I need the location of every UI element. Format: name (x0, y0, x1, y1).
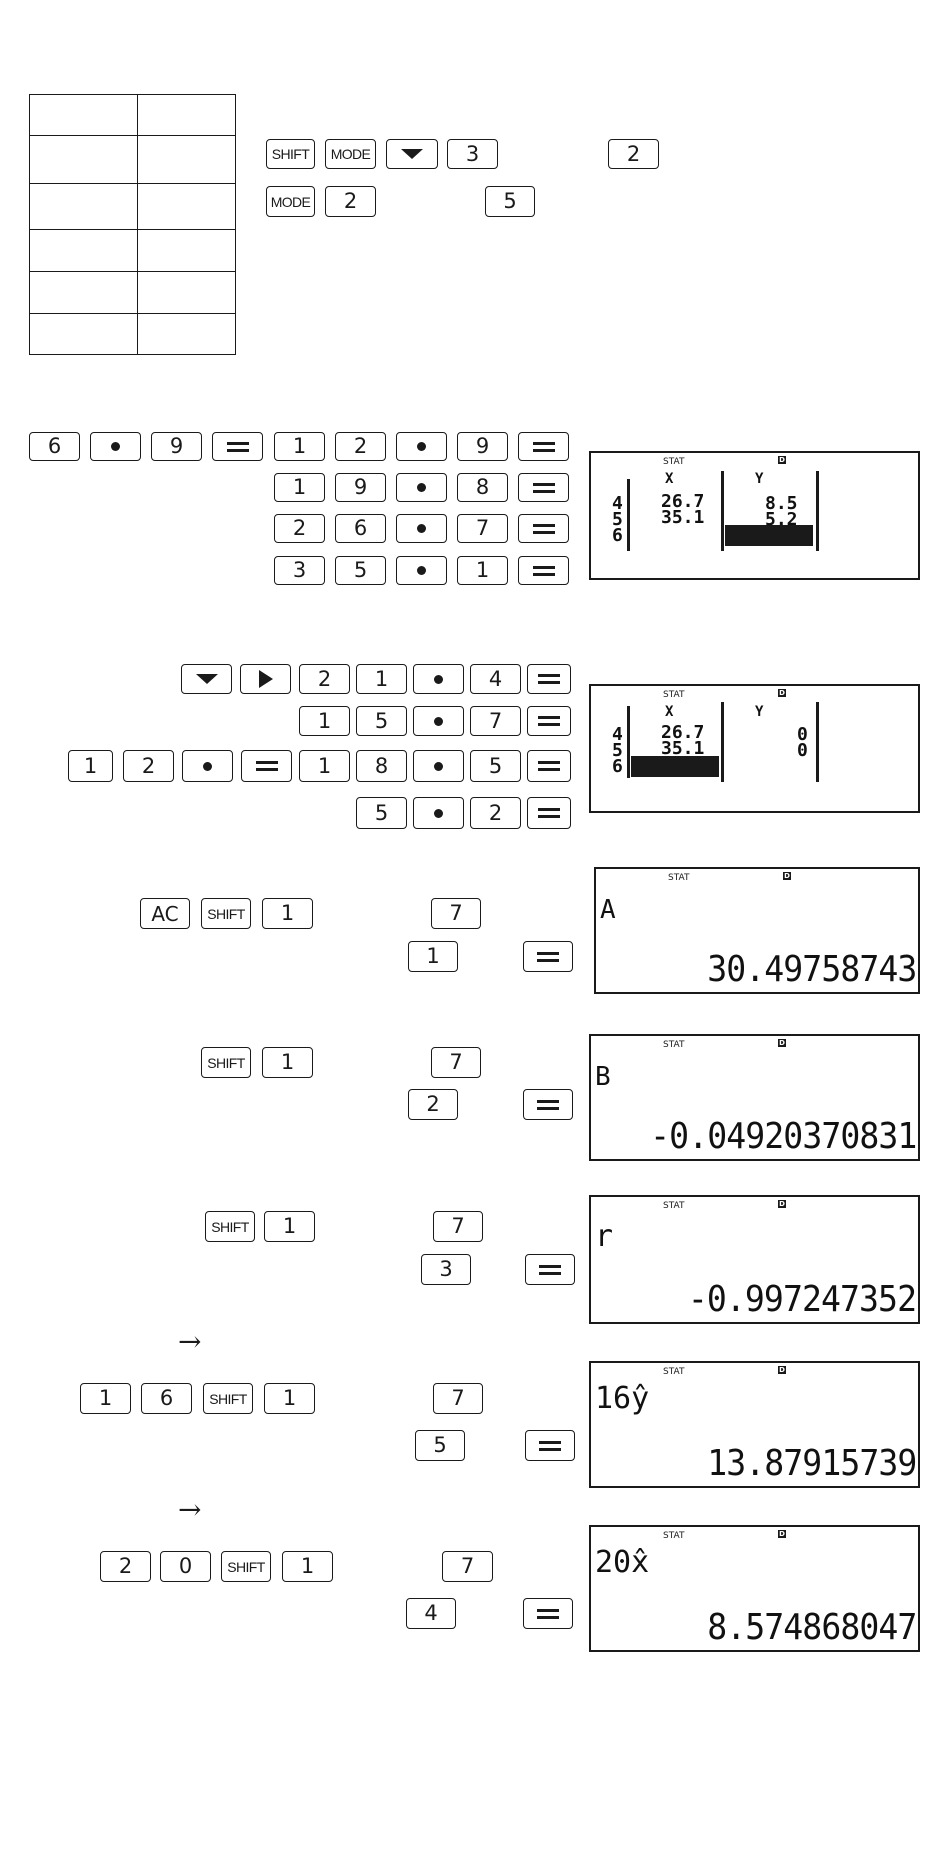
shift-key[interactable]: SHIFT (201, 898, 251, 929)
digit-5-key[interactable]: 5 (415, 1430, 465, 1461)
column-divider (721, 471, 724, 551)
digit-2-key[interactable]: 2 (100, 1551, 151, 1582)
equals-key[interactable] (518, 432, 569, 461)
cursor-highlight (631, 756, 719, 777)
column-divider (627, 479, 630, 551)
row-number: 4 (612, 493, 623, 514)
digit-1-key[interactable]: 1 (80, 1383, 131, 1414)
variable-label: B (595, 1062, 611, 1092)
row-number: 5 (612, 509, 623, 530)
digit-3-key[interactable]: 3 (447, 139, 498, 169)
decimal-point-icon (417, 566, 426, 575)
digit-9-key[interactable]: 9 (457, 432, 508, 461)
equals-icon (538, 808, 560, 818)
column-divider (816, 471, 819, 551)
data-table (29, 94, 236, 355)
column-divider (721, 702, 724, 782)
equals-icon (533, 524, 555, 534)
digit-5-key[interactable]: 5 (356, 706, 407, 736)
x-value: 26.7 (661, 491, 705, 512)
digit-1-key[interactable]: 1 (356, 664, 407, 694)
x-header: X (665, 471, 674, 487)
digit-0-key[interactable]: 0 (160, 1551, 211, 1582)
equals-icon (227, 442, 249, 452)
digit-9-key[interactable]: 9 (151, 432, 202, 461)
digit-2-key[interactable]: 2 (608, 139, 659, 169)
digit-2-key[interactable]: 2 (274, 514, 325, 543)
right-arrow-icon (259, 670, 273, 688)
decimal-point-key[interactable] (396, 473, 447, 502)
shift-key[interactable]: SHIFT (203, 1383, 253, 1414)
variable-label: r (595, 1219, 614, 1254)
equals-icon (538, 674, 560, 684)
equals-icon (537, 952, 559, 962)
y-value: 0 (797, 740, 808, 761)
shift-key[interactable]: SHIFT (221, 1551, 271, 1582)
decimal-point-key[interactable] (413, 706, 464, 736)
arrow-icon: → (178, 1493, 202, 1526)
digit-7-key[interactable]: 7 (442, 1551, 493, 1582)
digit-5-key[interactable]: 5 (335, 556, 386, 585)
digit-1-key[interactable]: 1 (274, 473, 325, 502)
down-arrow-icon (401, 149, 423, 159)
equals-icon (256, 761, 278, 771)
x-header: X (665, 704, 674, 720)
digit-2-key[interactable]: 2 (335, 432, 386, 461)
equals-icon (537, 1609, 559, 1619)
decimal-point-icon (434, 717, 443, 726)
digit-4-key[interactable]: 4 (470, 664, 521, 694)
mode-key[interactable]: MODE (266, 186, 315, 217)
decimal-point-key[interactable] (396, 514, 447, 543)
column-divider (627, 706, 630, 778)
equals-icon (537, 1100, 559, 1110)
y-value: 8.5 (765, 493, 798, 514)
result-screen-y-estimate (589, 1361, 920, 1488)
equals-key[interactable] (212, 432, 263, 461)
result-screen-b (589, 1034, 920, 1161)
stat-indicator: STAT (663, 690, 685, 700)
ac-key[interactable]: AC (140, 898, 190, 929)
equals-icon (538, 761, 560, 771)
arrow-icon: → (178, 1325, 202, 1358)
decimal-point-icon (434, 809, 443, 818)
digit-1-key[interactable]: 1 (262, 898, 313, 929)
decimal-point-key[interactable] (413, 750, 464, 782)
equals-key[interactable] (523, 941, 573, 972)
stat-indicator: STAT (663, 457, 685, 467)
decimal-point-icon (203, 762, 212, 771)
digit-6-key[interactable]: 6 (141, 1383, 192, 1414)
equals-icon (533, 566, 555, 576)
digit-1-key[interactable]: 1 (264, 1211, 315, 1242)
degree-indicator: D (779, 1200, 785, 1208)
digit-8-key[interactable]: 8 (457, 473, 508, 502)
decimal-point-key[interactable] (413, 797, 464, 829)
cursor-right-key[interactable] (240, 664, 291, 694)
decimal-point-icon (434, 675, 443, 684)
digit-2-key[interactable]: 2 (325, 186, 376, 217)
digit-3-key[interactable]: 3 (421, 1254, 471, 1285)
digit-2-key[interactable]: 2 (123, 750, 174, 782)
digit-4-key[interactable]: 4 (406, 1598, 456, 1629)
decimal-point-icon (434, 762, 443, 771)
equals-key[interactable] (241, 750, 292, 782)
shift-key[interactable]: SHIFT (205, 1211, 255, 1242)
variable-label: 20x̂ (595, 1545, 650, 1580)
digit-1-key[interactable]: 1 (282, 1551, 333, 1582)
mode-key[interactable]: MODE (325, 139, 376, 169)
column-divider (816, 702, 819, 782)
equals-key[interactable] (523, 1598, 573, 1629)
x-value: 26.7 (661, 722, 705, 743)
degree-indicator: D (779, 1530, 785, 1538)
digit-2-key[interactable]: 2 (408, 1089, 458, 1120)
stat-indicator: STAT (663, 1201, 685, 1211)
digit-1-key[interactable]: 1 (274, 432, 325, 461)
row-number: 5 (612, 740, 623, 761)
decimal-point-key[interactable] (90, 432, 141, 461)
equals-icon (533, 483, 555, 493)
shift-key[interactable]: SHIFT (201, 1047, 251, 1078)
stat-indicator: STAT (663, 1040, 685, 1050)
equals-icon (539, 1265, 561, 1275)
result-screen-x-estimate (589, 1525, 920, 1652)
degree-indicator: D (779, 456, 785, 464)
result-screen-a (594, 867, 920, 994)
digit-1-key[interactable]: 1 (457, 556, 508, 585)
shift-key[interactable]: SHIFT (266, 139, 315, 169)
x-value: 35.1 (661, 507, 705, 528)
digit-6-key[interactable]: 6 (335, 514, 386, 543)
equals-icon (533, 442, 555, 452)
down-arrow-icon (196, 674, 218, 684)
digit-7-key[interactable]: 7 (431, 898, 481, 929)
result-value: 13.87915739 (706, 1443, 916, 1484)
result-value: -0.04920370831 (649, 1116, 916, 1157)
result-value: 8.574868047 (706, 1607, 916, 1648)
y-value: 0 (797, 724, 808, 745)
degree-indicator: D (779, 689, 785, 697)
decimal-point-icon (417, 483, 426, 492)
row-number: 6 (612, 525, 623, 546)
digit-2-key[interactable]: 2 (299, 664, 350, 694)
variable-label: 16ŷ (595, 1381, 650, 1416)
x-value: 35.1 (661, 738, 705, 759)
digit-1-key[interactable]: 1 (408, 941, 458, 972)
digit-1-key[interactable]: 1 (299, 706, 350, 736)
equals-icon (538, 716, 560, 726)
digit-7-key[interactable]: 7 (433, 1383, 483, 1414)
digit-5-key[interactable]: 5 (356, 797, 407, 829)
decimal-point-icon (111, 442, 120, 451)
digit-7-key[interactable]: 7 (433, 1211, 483, 1242)
equals-key[interactable] (527, 664, 571, 694)
row-number: 4 (612, 724, 623, 745)
digit-9-key[interactable]: 9 (335, 473, 386, 502)
decimal-point-key[interactable] (396, 556, 447, 585)
digit-5-key[interactable]: 5 (470, 750, 521, 782)
variable-label: A (600, 895, 616, 925)
result-screen-r (589, 1195, 920, 1324)
decimal-point-icon (417, 524, 426, 533)
digit-1-key[interactable]: 1 (262, 1047, 313, 1078)
equals-icon (539, 1441, 561, 1451)
digit-1-key[interactable]: 1 (299, 750, 350, 782)
y-header: Y (755, 704, 764, 720)
equals-key[interactable] (527, 797, 571, 829)
degree-indicator: D (779, 1039, 785, 1047)
y-header: Y (755, 471, 764, 487)
equals-key[interactable] (518, 556, 569, 585)
equals-key[interactable] (527, 750, 571, 782)
degree-indicator: D (784, 872, 790, 880)
equals-key[interactable] (518, 514, 569, 543)
result-value: -0.997247352 (687, 1279, 916, 1320)
digit-6-key[interactable]: 6 (29, 432, 80, 461)
digit-2-key[interactable]: 2 (470, 797, 521, 829)
equals-key[interactable] (525, 1254, 575, 1285)
decimal-point-key[interactable] (413, 664, 464, 694)
stat-indicator: STAT (663, 1367, 685, 1377)
digit-7-key[interactable]: 7 (470, 706, 521, 736)
digit-1-key[interactable]: 1 (68, 750, 113, 782)
cursor-down-key[interactable] (386, 139, 438, 169)
stat-indicator: STAT (668, 873, 690, 883)
equals-key[interactable] (525, 1430, 575, 1461)
degree-indicator: D (779, 1366, 785, 1374)
equals-key[interactable] (518, 473, 569, 502)
cursor-down-key[interactable] (181, 664, 232, 694)
equals-key[interactable] (527, 706, 571, 736)
digit-5-key[interactable]: 5 (485, 186, 535, 217)
decimal-point-key[interactable] (182, 750, 233, 782)
decimal-point-key[interactable] (396, 432, 447, 461)
equals-key[interactable] (523, 1089, 573, 1120)
stat-indicator: STAT (663, 1531, 685, 1541)
decimal-point-icon (417, 442, 426, 451)
row-number: 6 (612, 756, 623, 777)
stat-table-screen-1 (589, 451, 920, 580)
stat-table-screen-2 (589, 684, 920, 813)
y-value: 5.2 (765, 509, 798, 530)
result-value: 30.49758743 (706, 949, 916, 990)
digit-3-key[interactable]: 3 (274, 556, 325, 585)
digit-1-key[interactable]: 1 (264, 1383, 315, 1414)
digit-7-key[interactable]: 7 (431, 1047, 481, 1078)
digit-8-key[interactable]: 8 (356, 750, 407, 782)
digit-7-key[interactable]: 7 (457, 514, 508, 543)
